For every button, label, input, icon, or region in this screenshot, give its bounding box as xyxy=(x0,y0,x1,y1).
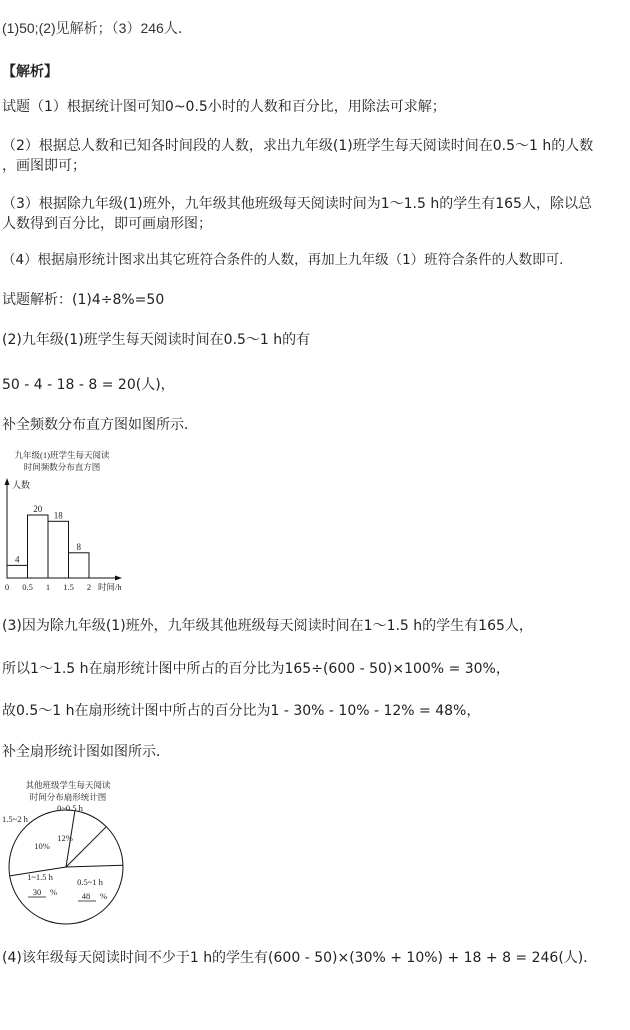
pie-label-1-1.5h: 1~1.5 h xyxy=(27,872,53,882)
pie-chart xyxy=(0,777,140,937)
pie-percent-48: 48 xyxy=(81,891,91,901)
histogram-bar xyxy=(7,565,28,578)
pie-percent-10: 10% xyxy=(34,841,50,851)
pie-percent-48-suffix: % xyxy=(100,891,108,901)
solution-3-text: (3)因为除九年级(1)班外，九年级其他班级每天阅读时间在1～1.5 h的学生有165人， xyxy=(2,618,533,634)
pie-percent-30-suffix: % xyxy=(50,887,58,897)
pie-label-0-0.5h: 0~0.5 h xyxy=(57,803,83,813)
pie-percent-30: 30 xyxy=(32,887,42,897)
histogram-bar xyxy=(28,515,49,578)
histogram-ylabel: 人数 xyxy=(12,480,31,490)
y-axis-arrow-icon xyxy=(5,478,10,485)
analysis-step-3a: （3）根据除九年级(1)班外，九年级其他班级每天阅读时间为1～1.5 h的学生有165人，除以总 xyxy=(2,196,592,212)
histogram-bar-value: 18 xyxy=(53,510,63,521)
pie-label-1.5-2h: 1.5~2 h xyxy=(2,814,28,824)
analysis-step-2b: ，画图即可； xyxy=(2,158,86,174)
pie-title-line1: 其他班级学生每天阅读 xyxy=(25,780,111,790)
histogram-xlabel: 时间/h xyxy=(98,582,122,592)
histogram-bar-value: 8 xyxy=(76,541,81,552)
histogram-title-line1: 九年级(1)班学生每天阅读 xyxy=(14,450,110,460)
solution-heading: 试题解析：(1)4÷8%=50 xyxy=(2,292,165,308)
frequency-histogram xyxy=(0,448,140,598)
analysis-step-4: （4）根据扇形统计图求出其它班符合条件的人数，再加上九年级（1）班符合条件的人数即可. xyxy=(2,252,564,268)
analysis-step-3b: 人数得到百分比，即可画扇形图； xyxy=(2,216,212,232)
histogram-bar-value: 4 xyxy=(15,554,20,565)
solution-2-calc: 50 - 4 - 18 - 8 = 20(人)， xyxy=(2,377,175,393)
pie-title-line2: 时间分布扇形统计图 xyxy=(29,792,107,802)
answer-line: (1)50;(2)见解析；（3）246人． xyxy=(2,20,192,36)
histogram-x-tick: 0 xyxy=(4,582,10,592)
solution-2-note: 补全频数分布直方图如图所示． xyxy=(2,417,198,433)
histogram-bar-value: 20 xyxy=(33,504,43,514)
histogram-x-tick: 2 xyxy=(86,582,92,592)
solution-3-percent: 所以1～1.5 h在扇形统计图中所占的百分比为165÷(600 - 50)×100% = 30%， xyxy=(2,661,510,677)
solution-2-text: (2)九年级(1)班学生每天阅读时间在0.5～1 h的有 xyxy=(2,332,311,348)
histogram-x-tick: 1.5 xyxy=(63,582,74,592)
histogram-bar xyxy=(48,521,69,578)
solution-3-note: 补全扇形统计图如图所示． xyxy=(2,744,170,760)
pie-slice-boundary xyxy=(66,865,123,867)
histogram-x-tick: 1 xyxy=(45,582,51,592)
histogram-bar xyxy=(69,553,90,578)
analysis-step-2a: （2）根据总人数和已知各时间段的人数，求出九年级(1)班学生每天阅读时间在0.5～1 h的人数 xyxy=(2,138,594,154)
histogram-title-line2: 时间频数分布直方图 xyxy=(23,462,101,472)
pie-percent-12: 12% xyxy=(57,833,73,843)
solution-4-text: (4)该年级每天阅读时间不少于1 h的学生有(600 - 50)×(30% + 10%) + 18 + 8 = 246(人)． xyxy=(2,950,598,966)
histogram-x-tick: 0.5 xyxy=(22,582,33,592)
pie-label-0.5-1h: 0.5~1 h xyxy=(77,877,103,887)
x-axis-arrow-icon xyxy=(115,576,122,581)
analysis-step-1: 试题（1）根据统计图可知0~0.5小时的人数和百分比，用除法可求解； xyxy=(2,99,446,115)
solution-3-percent-2: 故0.5～1 h在扇形统计图中所占的百分比为1 - 30% - 10% - 12% = 48%， xyxy=(2,703,481,719)
analysis-heading: 【解析】 xyxy=(2,64,58,80)
